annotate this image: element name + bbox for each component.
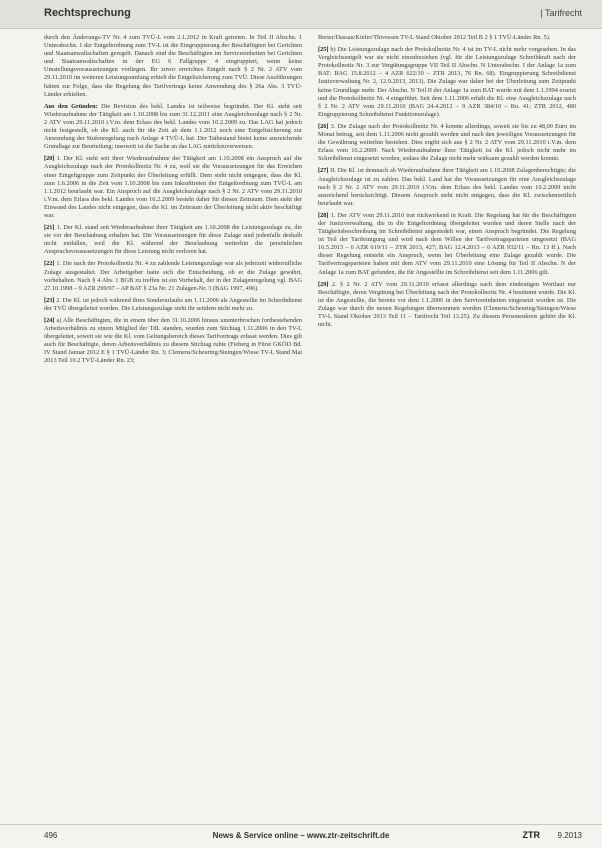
section-category: | Tarifrecht <box>540 8 582 18</box>
paragraph-text: 1. Der ATV vom 29.11.2010 trat rückwirkend in Kraft. Die Regelung hat für die Beschäftigten der Justizverwaltung, die in die Entgeltordnung übergeleitet wurden und deren Stelle nach der Tätigkeitsbeschreibung im Schreibdienst angesiedelt war, einen Anspruch begründet. Die Regelung ist Teil der Tarifeinigung und wird nach dem Willen der Tarifvertragsparteien umgesetzt (BAG 16.5.2013 – 6 AZR 619/11 – ZTR 2013, 427; BAG 12.4.2013 – 6 AZR 932/11 – Rn. 13 ff.). Nach dieser Regelung entsteht ein Anspruch, wenn bei Überleitung eine Zulage gezahlt wurde. Die Tarifvertragsparteien haben mit dem ATV vom 29.11.2010 eine Lösung für Teil II Abschn. N der Anlage 1a zum BAT gefunden, die für Angestellte im Schreibdienst seit dem 1.11.2006 gilt. <box>318 211 576 276</box>
paragraph-text: a) Alle Beschäftigten, die in einem über den 31.10.2006 hinaus ununterbrochen fortbestehenden Arbeitsverhältnis zu einem Mitglied der TdL standen, wurden zum Stichtag 1.11.2006 in den TV-L übergeleitet, soweit sie wie die Kl. vom Geltungsbereich dieses Tarifvertrags erfasst werden. Dies gilt auch für Beschäftigte, deren Arbeitsverhältnis zu diesem Stichtag ruhte (Fieberg in Fürst GKÖD Bd. IV Stand Januar 2012 E § 1 TVÜ-Länder Rn. 3; Clemens/Scheuring/Steingen/Wiese TV-L Stand Mai 2013 Teil 10.2 TVÜ-Länder Rn. 23; <box>44 317 302 365</box>
paragraph-text: Die Revision des bekl. Landes ist teilweise begründet. Der Kl. steht seit Wiederaufnahme der Tätigkeit am 1.10.2008 bis zum 31.12.2011 eine Ausgleichszulage nach § 2 Nr. 2 ATV vom 29.11.2010 i.V.m. dem Erlass des bekl. Landes vom 10.2.2009 zu. Das LAG hat jedoch nicht festgestellt, ob die Kl. auch für die Zeit ab dem 1.1.2012 noch eine Entgeltsicherung zur Anwendung der Stufenregelung nach Anlage 4 TVÜ-L hat. Der Tatbestand bietet keine ausreichende Grundlage zur Beurteilung; insoweit ist die Sache an das LAG zurückzuverweisen. <box>44 102 302 151</box>
paragraph-text: 2. Die Kl. ist jedoch während ihres Sonderurlaubs am 1.11.2006 als Angestellte im Schreibdienst der TVÜ übergeleitet worden. Die Leistungszulage steht ihr seitdem nicht mehr zu. <box>44 296 302 312</box>
page-footer <box>0 824 602 848</box>
journal-url: News & Service online – www.ztr-zeitschrift.de <box>212 831 390 840</box>
paragraph-text: 1. Der Kl. stand seit Wiederaufnahme ihrer Tätigkeit am 1.10.2008 die Leistungszulage zu, die sie vor der Beurlaubung erhalten hat. Die Voraussetzungen für diese Zulage sind jedenfalls deshalb nicht entfallen, weil die Kl. während der Beurlaubung weiterhin die persönlichen Anspruchsvoraussetzungen für diese Leistung nicht verloren hat. <box>44 224 302 256</box>
paragraph-marker: [24] <box>44 317 55 324</box>
page-number: 496 <box>44 831 58 840</box>
journal-logo: ZTR <box>522 830 540 840</box>
paragraph <box>318 34 576 42</box>
section-title: Rechtsprechung <box>44 7 131 19</box>
paragraph-marker: [23] <box>44 296 55 304</box>
paragraph-marker: [21] <box>44 224 55 232</box>
paragraph-text: 2. § 2 Nr. 2 ATV vom 29.11.2010 erfasst allerdings nach dem eindeutigen Wortlaut nur Beschäftigte, deren Vergütung bei Überleitung nach der Protokollnotiz Nr. 4 bestimmt wurde. Die Kl. ist die Angestellte, die bereits vor dem 1.1.2006 in den Serviceeinheiten eingesetzt worden ist. Die Zulage war durch die neuen Regelungen übernommen worden (Clemens/Scheuring/Steingen/Wiese TV-L Stand Oktober 2013 Teil 11 – Tarifrecht Teil 13.25). Zu diesem Personenkreis gehört die Kl. nicht. <box>318 280 576 329</box>
paragraph <box>44 317 302 366</box>
paragraph-marker: Aus den Gründen: <box>44 102 98 110</box>
paragraph <box>44 297 302 313</box>
paragraph-marker: [27] <box>318 167 329 175</box>
paragraph-text: 1. Die nach der Protokollnotiz Nr. 4 zu zahlende Leistungszulage war als jederzeit widerrufliche Zulage ausgestaltet. Der Arbeitgeber hatte sich die Entscheidung, ob er die Zulage gewährt, vorbehalten. Nach § 4 Abs. 1 BGB zu treffen ist ein Vorbehalt, der in der Zulagenregelung vgl. BAG 27.10.1998 – 9 AZR 299/97 – AP BAT § 23a Nr. 21 Zulagen-Nr. 3 (BAG 1997, 496). <box>44 260 302 292</box>
right-column <box>318 34 576 812</box>
paragraph <box>318 281 576 330</box>
paragraph-marker: [26] <box>318 122 329 130</box>
paragraph-text: II. Die Kl. ist demnach ab Wiederaufnahme ihrer Tätigkeit am 1.10.2008 Zulagenberechtigte; die Ausgleichszulage ist zu zahlen. Das bekl. Land hat die Voraussetzungen für eine Ausgleichszulage nach § 2 Nr. 2 ATV vom 29.11.2010 i.V.m. dem Erlass des bekl. Landes vom 10.2.2009 nicht ausreichend berücksichtigt. Diesem Anspruch steht nicht entgegen, dass die Kl. zwischenzeitlich beurlaubt war. <box>318 167 576 207</box>
paragraph <box>318 46 576 119</box>
paragraph-marker: [28] <box>318 211 329 219</box>
paragraph-marker: [22] <box>44 260 55 268</box>
paragraph <box>44 260 302 292</box>
left-column <box>44 34 302 812</box>
paragraph-text: b) Die Leistungszulage nach der Protokollnotiz Nr. 4 ist im TV-L nicht mehr vorgesehen. In das Vergleichsentgelt war sie nicht einzubeziehen (vgl. für die Leistungszulage Schreibkraft nach der Protokollnotiz Nr. 3 zur Vergütungsgruppe VII Teil II Abschn. N Unterabschn. I der Anlage 1a zum BAT: BAG 15.8.2012 – 4 AZR 622/10 – ZTR 2013, 76 Rn. 68). Eingruppierung Schreibdienst Justizverwaltung Nr. 2, 12.9.2013, 2013). Die Zulage war daher bei der Überleitung zum Zeitpunkt keine Grundlage mehr. Der Abschn. N Teil II der Anlage 1a zum BAT wurde mit dem 1.1.1994 ersetzt und die Protokollnotiz Nr. 4 eingeführt. Seit dem 1.11.2006 erhält die Kl. eine Ausgleichszulage nach § 2 Nr. 2 ATV vom 29.11.2010 (BAG 24.4.2012 – 9 AZR 384/10 – Rn. 41; ZTR 2012, 480 Eingruppierung Schreibdienst Funktionszulage). <box>318 46 576 118</box>
paragraph-marker: [20] <box>44 155 55 163</box>
paragraph <box>44 155 302 220</box>
paragraph-text: Breier/Dassau/Kiefer/Thivessen TV-L Stand Oktober 2012 Teil B 2 § 1 TVÜ-Länder Rn. 5). <box>318 34 551 41</box>
paragraph-text: durch den Änderungs-TV Nr. 4 zum TVÜ-L vom 2.1.2012 in Kraft getreten. In Teil II Abschn. 1 Unterabschn. 1 der Entgeltordnung zum TV-L ist die Eingruppierung der Beschäftigten bei Gerichten und Staatsanwaltschaften geregelt. Danach sind die Beschäftigten im Serviceeinheiten bei Gerichten und Staatsanwaltschaften in der EG 6 Fallgruppe 4 eingruppiert, wenn keine Umstellungsvoraussetzungen vorliegen. Ihr zuvor erreichtes Entgelt nach § 2 Nr. 2 ATV vom 29.11.2010 im weiteren Leistungsumfang erhielt die Entgeltsicherung zum TVÜ. Diese Ausführungen hätten zur Folge, dass die Regelung des Tarifvertrags keine Anwendung des § 26a Abs. 3 TVÜ-Länder erhielten. <box>44 34 302 98</box>
page-header <box>0 0 602 29</box>
paragraph <box>44 224 302 256</box>
paragraph <box>44 103 302 152</box>
paragraph-marker: [25] <box>318 46 329 54</box>
paragraph-marker: [29] <box>318 280 329 288</box>
paragraph <box>318 212 576 277</box>
issue-number: 9.2013 <box>557 831 582 840</box>
paragraph-text: 3. Die Zulage nach der Protokollnotiz Nr. 4 konnte allerdings, soweit sie bis zu 48,00 Euro im Monat betrug, seit dem 1.11.2006 nicht gezahlt werden und nach den jeweiligen Voraussetzungen für die Gewährung weiterhin bestehen. Dies ergibt sich aus § 2 Nr. 2 ATV vom 29.11.2010 i.V.m. dem Erlass vom 10.2.2009. Nach Wiederaufnahme ihrer Tätigkeit ist die Kl. jedoch nicht mehr im Schreibdienst eingesetzt worden, sodass die Zulage nicht mehr wirksam gezahlt werden konnte. <box>318 122 576 163</box>
paragraph-text: I. Der Kl. steht seit ihrer Wiederaufnahme der Tätigkeit am 1.10.2008 ein Anspruch auf die Ausgleichszulage nach der Protokollnotiz Nr. 4 zu, weil sie die Voraussetzungen für das Erreichen einer Entgeltgruppe zum Zeitpunkt der Überleitung erfüllt. Dem steht nicht entgegen, dass die Kl. zum 1.6.2006 in die Zeit vom 1.10.2008 bis zum Inkrafttreten der Entgeltordnung zum TVÜ-L am 1.1.2012 beurlaubt war. Ein Anspruch auf die Ausgleichszulage nach § 2 Nr. 2 ATV vom 29.11.2010 i.V.m. dem Erlass des bekl. Landes vom 10.2.2009 besteht daher für diesen Zeitraum. Dem steht der Einwand des Landes nicht entgegen, dass die Kl. im Zeitraum der Überleitung nicht aktiv beschäftigt war. <box>44 155 302 219</box>
paragraph <box>44 34 302 99</box>
paragraph <box>318 167 576 207</box>
paragraph <box>318 123 576 163</box>
